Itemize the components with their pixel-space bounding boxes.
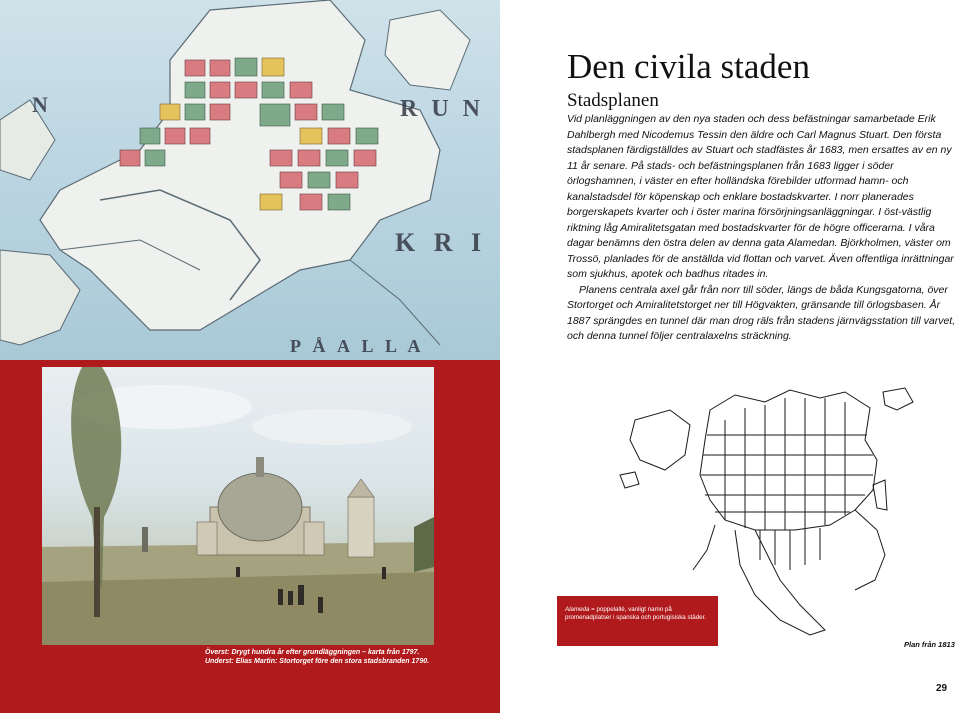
map-label-kri: K R I	[395, 228, 488, 257]
plan-east-shore	[855, 510, 885, 590]
plan-map-1813	[615, 380, 955, 640]
body-paragraph-1: Vid planläggningen av den nya staden och dess befästningar samarbetade Erik Dahlbergh med Nicodemus Tessin den äldre och Carl Magnus Stuart. Den första stadsplanen färdigställdes av Stuart och stadfästes år 1683, men ersattes av en ny 11 år senare. På stads- och befästningsplanen från 1683 ligger i söder örlogshamnen, i väster en efter holländska förebilder utformad hamn- och kanalstadsdel för köpenskap och enklare bostadskvarter. I norr planerades borgerskapets kvarter och i öster marina försörjningsanläggningar. I öst-västlig riktning låg Amiralitetsgatan med bostadskvarter för de högre officerarna. I våra dagar benämns den östra delen av denna gata Alamedan. Björkholmen, väster om Trossö, planlades för de anställda vid flottan och varvet. Även offentliga inrättningar som sjukhus, apotek och badhus ritades in.	[567, 113, 954, 280]
image-caption-left	[205, 648, 495, 666]
plan-south-peninsula	[735, 530, 825, 635]
plan-south-west-shore	[693, 525, 715, 570]
section-subtitle: Stadsplanen	[567, 90, 659, 111]
shore-line	[350, 260, 440, 345]
historic-map-drawing	[0, 0, 500, 360]
painting-stortorget	[42, 367, 434, 645]
plan-west-island	[630, 410, 690, 470]
plan-streets-horizontal	[701, 435, 873, 512]
body-text	[567, 112, 959, 345]
plan-caption: Plan från 1813	[904, 640, 955, 649]
plan-harbour-piers	[760, 528, 820, 570]
map-label-n: N	[32, 92, 48, 117]
map-label-pa-alla: P Å A L L A	[290, 336, 425, 356]
plan-map-drawing	[615, 380, 955, 640]
map-label-run: R U N	[400, 96, 484, 122]
caption-bottom-image: Underst: Elias Martin: Stortorget före den stora stadsbranden 1790.	[205, 658, 430, 665]
caption-top-image: Överst: Drygt hundra år efter grundläggningen – karta från 1797.	[205, 649, 420, 656]
north-island-shape	[385, 10, 470, 90]
body-paragraph-2: Planens centrala axel går från norr till söder, längs de båda Kungsgatorna, över Stortorget och Amiralitetstorget ner till Högvakten, gränsande till örlogsbasen. År 1887 sprängdes en tunnel där man drog räls från stadens järnvägsstation till varvet, och denna tunnel följer centralaxelns sträckning.	[567, 283, 956, 342]
page-title: Den civila staden	[567, 47, 810, 86]
note-definition: = poppelallé, vanligt namn på promenadplatser i spanska och portugisiska städer.	[565, 606, 707, 621]
plan-islet-northeast	[883, 388, 913, 410]
main-island-shape	[40, 0, 440, 330]
page-number: 29	[936, 683, 948, 694]
plan-main-island	[700, 390, 877, 530]
west-island-shape	[0, 250, 80, 345]
plan-streets-vertical	[725, 398, 845, 530]
historic-map-1797	[0, 0, 500, 360]
painting-drawing	[42, 367, 434, 645]
plan-islet-west	[620, 472, 639, 488]
plan-east-bastion	[873, 480, 887, 510]
note-term: Alameda	[565, 606, 590, 613]
